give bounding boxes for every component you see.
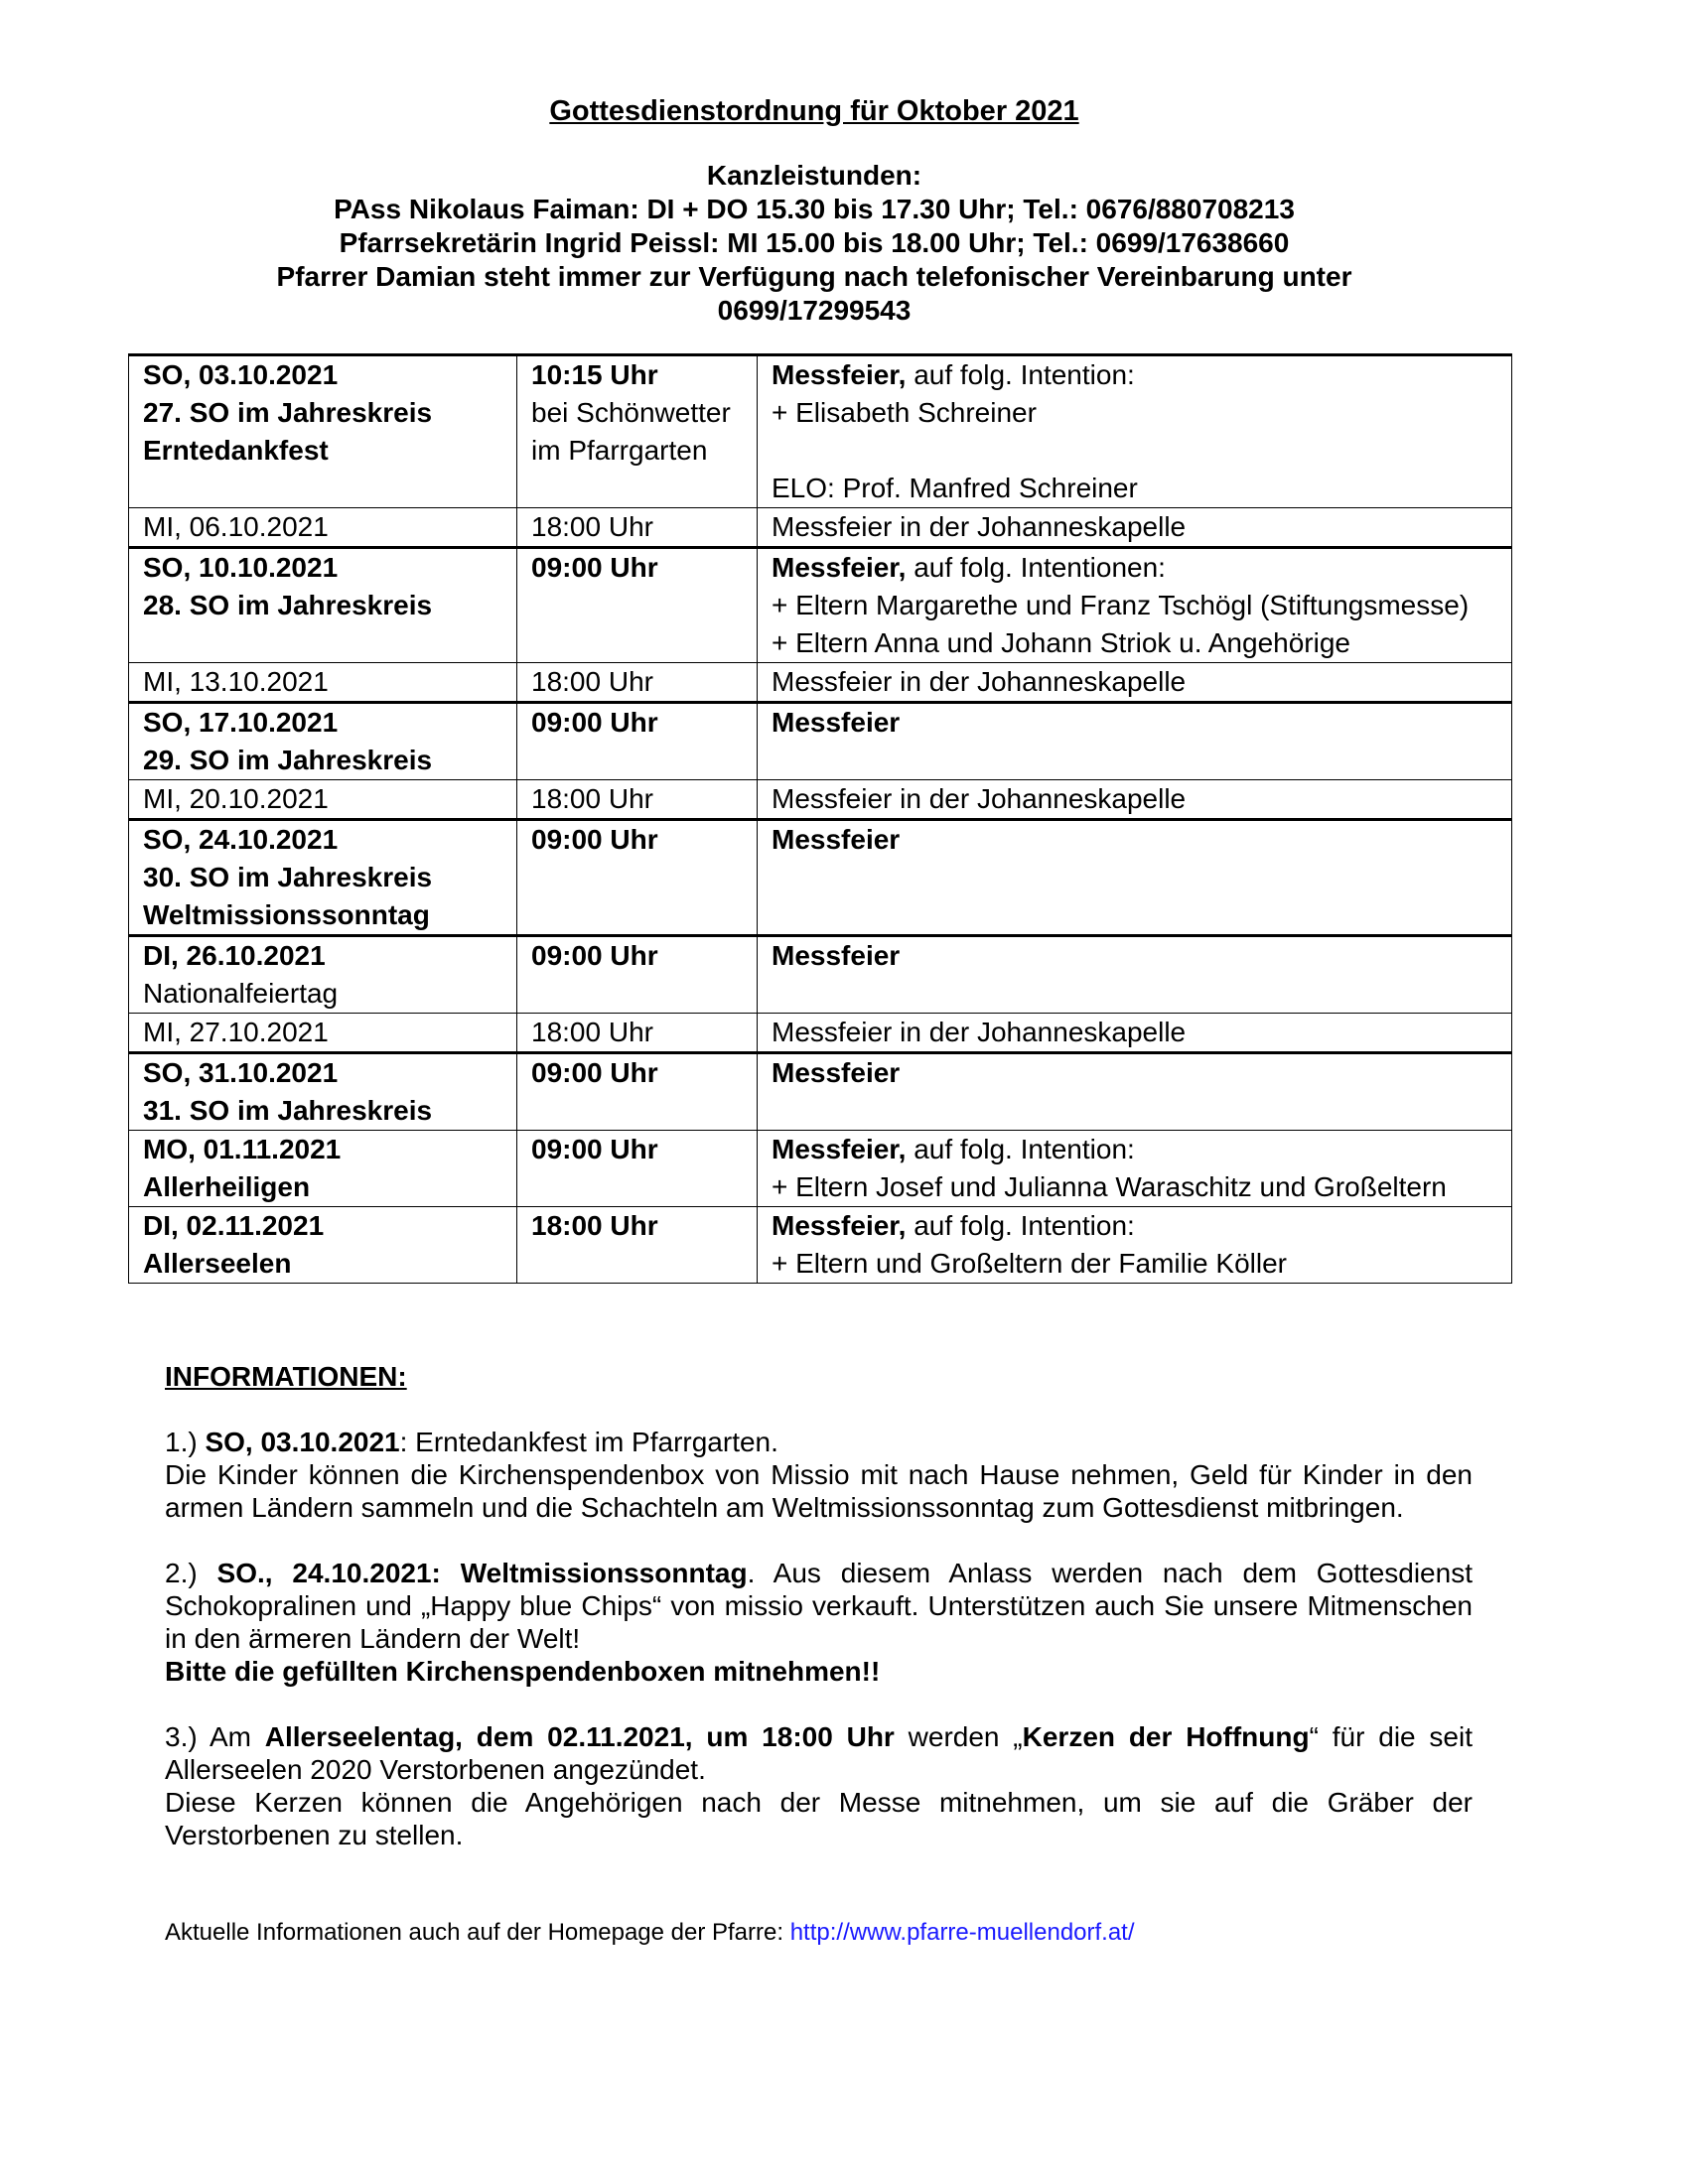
time: 09:00 Uhr: [517, 1053, 758, 1131]
date: MI, 27.10.2021: [129, 1014, 517, 1053]
date: SO, 17.10.2021: [143, 707, 339, 738]
occasion: Nationalfeiertag: [143, 978, 339, 1009]
intention: + Eltern und Großeltern der Familie Köller: [772, 1248, 1287, 1279]
table-row: MO, 01.11.2021 Allerheiligen 09:00 Uhr Messfeier, auf folg. Intention: + Eltern Josef und Julianna Waraschitz und Großeltern: [129, 1131, 1512, 1207]
service-schedule-table: [128, 353, 1512, 1284]
date: DI, 26.10.2021: [143, 940, 326, 971]
time: 18:00 Uhr: [517, 663, 758, 703]
time: 09:00 Uhr: [517, 820, 758, 936]
info-paragraph-3: 3.) Am Allerseelentag, dem 02.11.2021, um 18:00 Uhr werden „Kerzen der Hoffnung“ für die seit Allerseelen 2020 Verstorbenen angezündet. Diese Kerzen können die Angehörigen nach der Messe mitnehmen, um sie auf die Gräber der Verstorbenen zu stellen.: [165, 1721, 1473, 1850]
office-hours-line: Pfarrsekretärin Ingrid Peissl: MI 15.00 bis 18.00 Uhr; Tel.: 0699/17638660: [339, 227, 1290, 258]
time-note: im Pfarrgarten: [531, 435, 708, 466]
intention: + Elisabeth Schreiner: [772, 397, 1037, 428]
office-hours-line: 0699/17299543: [717, 295, 912, 326]
table-row: DI, 02.11.2021 Allerseelen 18:00 Uhr Messfeier, auf folg. Intention: + Eltern und Großeltern der Familie Köller: [129, 1207, 1512, 1284]
description: Messfeier in der Johanneskapelle: [758, 508, 1512, 548]
occasion: Erntedankfest: [143, 435, 329, 466]
date: SO, 24.10.2021: [143, 824, 339, 855]
time: 09:00 Uhr: [517, 703, 758, 780]
intention: ELO: Prof. Manfred Schreiner: [772, 473, 1138, 503]
service-type: Messfeier: [758, 703, 1512, 780]
date: MI, 13.10.2021: [129, 663, 517, 703]
description: Messfeier in der Johanneskapelle: [758, 780, 1512, 820]
date: SO, 10.10.2021: [143, 552, 339, 583]
table-row: [129, 820, 1512, 936]
service-type: Messfeier,: [772, 1210, 907, 1241]
time: 10:15 Uhr: [531, 359, 658, 390]
office-hours-line: PAss Nikolaus Faiman: DI + DO 15.30 bis 17.30 Uhr; Tel.: 0676/880708213: [334, 194, 1295, 224]
intention: + Eltern Josef und Julianna Waraschitz und Großeltern: [772, 1171, 1447, 1202]
table-row: [129, 936, 1512, 1014]
table-row: [129, 508, 1512, 548]
table-row: [129, 703, 1512, 780]
occasion: Weltmissionssonntag: [143, 899, 430, 930]
occasion: 30. SO im Jahreskreis: [143, 862, 433, 892]
date: SO, 31.10.2021: [143, 1057, 339, 1088]
service-type: Messfeier: [758, 820, 1512, 936]
table-row: SO, 03.10.2021 27. SO im Jahreskreis Erntedankfest 10:15 Uhr bei Schönwetter im Pfarrgarten Messfeier, auf folg. Intention: + Elisabeth Schreiner ELO: Prof. Manfred Schreiner: [129, 355, 1512, 508]
occasion: 28. SO im Jahreskreis: [143, 590, 433, 620]
description: Messfeier in der Johanneskapelle: [758, 1014, 1512, 1053]
footer-text: Aktuelle Informationen auch auf der Homepage der Pfarre:: [165, 1919, 790, 1946]
time: 09:00 Uhr: [517, 936, 758, 1014]
time: 18:00 Uhr: [517, 1207, 758, 1284]
homepage-link[interactable]: http://www.pfarre-muellendorf.at/: [789, 1919, 1135, 1946]
occasion: 29. SO im Jahreskreis: [143, 745, 433, 775]
service-type: Messfeier,: [772, 552, 907, 583]
date: MO, 01.11.2021: [143, 1134, 342, 1164]
date: MI, 20.10.2021: [129, 780, 517, 820]
time-note: bei Schönwetter: [531, 397, 731, 428]
time: 09:00 Uhr: [517, 1131, 758, 1207]
date: DI, 02.11.2021: [143, 1210, 325, 1241]
info-paragraph-2: 2.) SO., 24.10.2021: Weltmissionssonntag. Aus diesem Anlass werden nach dem Gottesdienst Schokopralinen und „Happy blue Chips“ von missio verkauft. Unterstützen auch Sie unsere Mitmenschen in den ärmeren Ländern der Welt! Bitte die gefüllten Kirchenspendenboxen mitnehmen!!: [165, 1558, 1473, 1687]
office-hours-heading: Kanzleistunden:: [706, 160, 922, 191]
service-type: Messfeier,: [772, 1134, 907, 1164]
occasion: Allerheiligen: [143, 1171, 311, 1202]
table-row: [129, 663, 1512, 703]
time: 09:00 Uhr: [517, 548, 758, 663]
intention: + Eltern Margarethe und Franz Tschögl (Stiftungsmesse): [772, 590, 1470, 620]
service-type: Messfeier: [758, 1053, 1512, 1131]
information-section: [165, 1360, 1473, 1884]
occasion: Allerseelen: [143, 1248, 292, 1279]
date: MI, 06.10.2021: [129, 508, 517, 548]
table-row: [129, 780, 1512, 820]
footer-note: [165, 1918, 1135, 1948]
time: 18:00 Uhr: [517, 780, 758, 820]
table-row: SO, 10.10.2021 28. SO im Jahreskreis 09:00 Uhr Messfeier, auf folg. Intentionen: + Eltern Margarethe und Franz Tschögl (Stiftungsmesse) + Eltern Anna und Johann Striok u. Angehörige: [129, 548, 1512, 663]
service-type: Messfeier,: [772, 359, 907, 390]
time: 18:00 Uhr: [517, 1014, 758, 1053]
table-row: [129, 1053, 1512, 1131]
service-type: Messfeier: [758, 936, 1512, 1014]
office-hours-line: Pfarrer Damian steht immer zur Verfügung nach telefonischer Vereinbarung unter: [276, 261, 1352, 292]
page-title: Gottesdienstordnung für Oktober 2021: [549, 95, 1079, 127]
information-heading: INFORMATIONEN:: [165, 1361, 407, 1392]
description: Messfeier in der Johanneskapelle: [758, 663, 1512, 703]
info-paragraph-1: 1.) SO, 03.10.2021: Erntedankfest im Pfarrgarten. Die Kinder können die Kirchenspendenbox von Missio mit nach Hause nehmen, Geld für Kinder in den armen Ländern sammeln und die Schachteln am Weltmissionssonntag zum Gottesdienst mitbringen.: [165, 1427, 1473, 1523]
occasion: 31. SO im Jahreskreis: [143, 1095, 433, 1126]
date: SO, 03.10.2021: [143, 359, 339, 390]
office-hours: [0, 159, 1628, 328]
intention: + Eltern Anna und Johann Striok u. Angehörige: [772, 627, 1350, 658]
occasion: 27. SO im Jahreskreis: [143, 397, 433, 428]
table-row: [129, 1014, 1512, 1053]
time: 18:00 Uhr: [517, 508, 758, 548]
